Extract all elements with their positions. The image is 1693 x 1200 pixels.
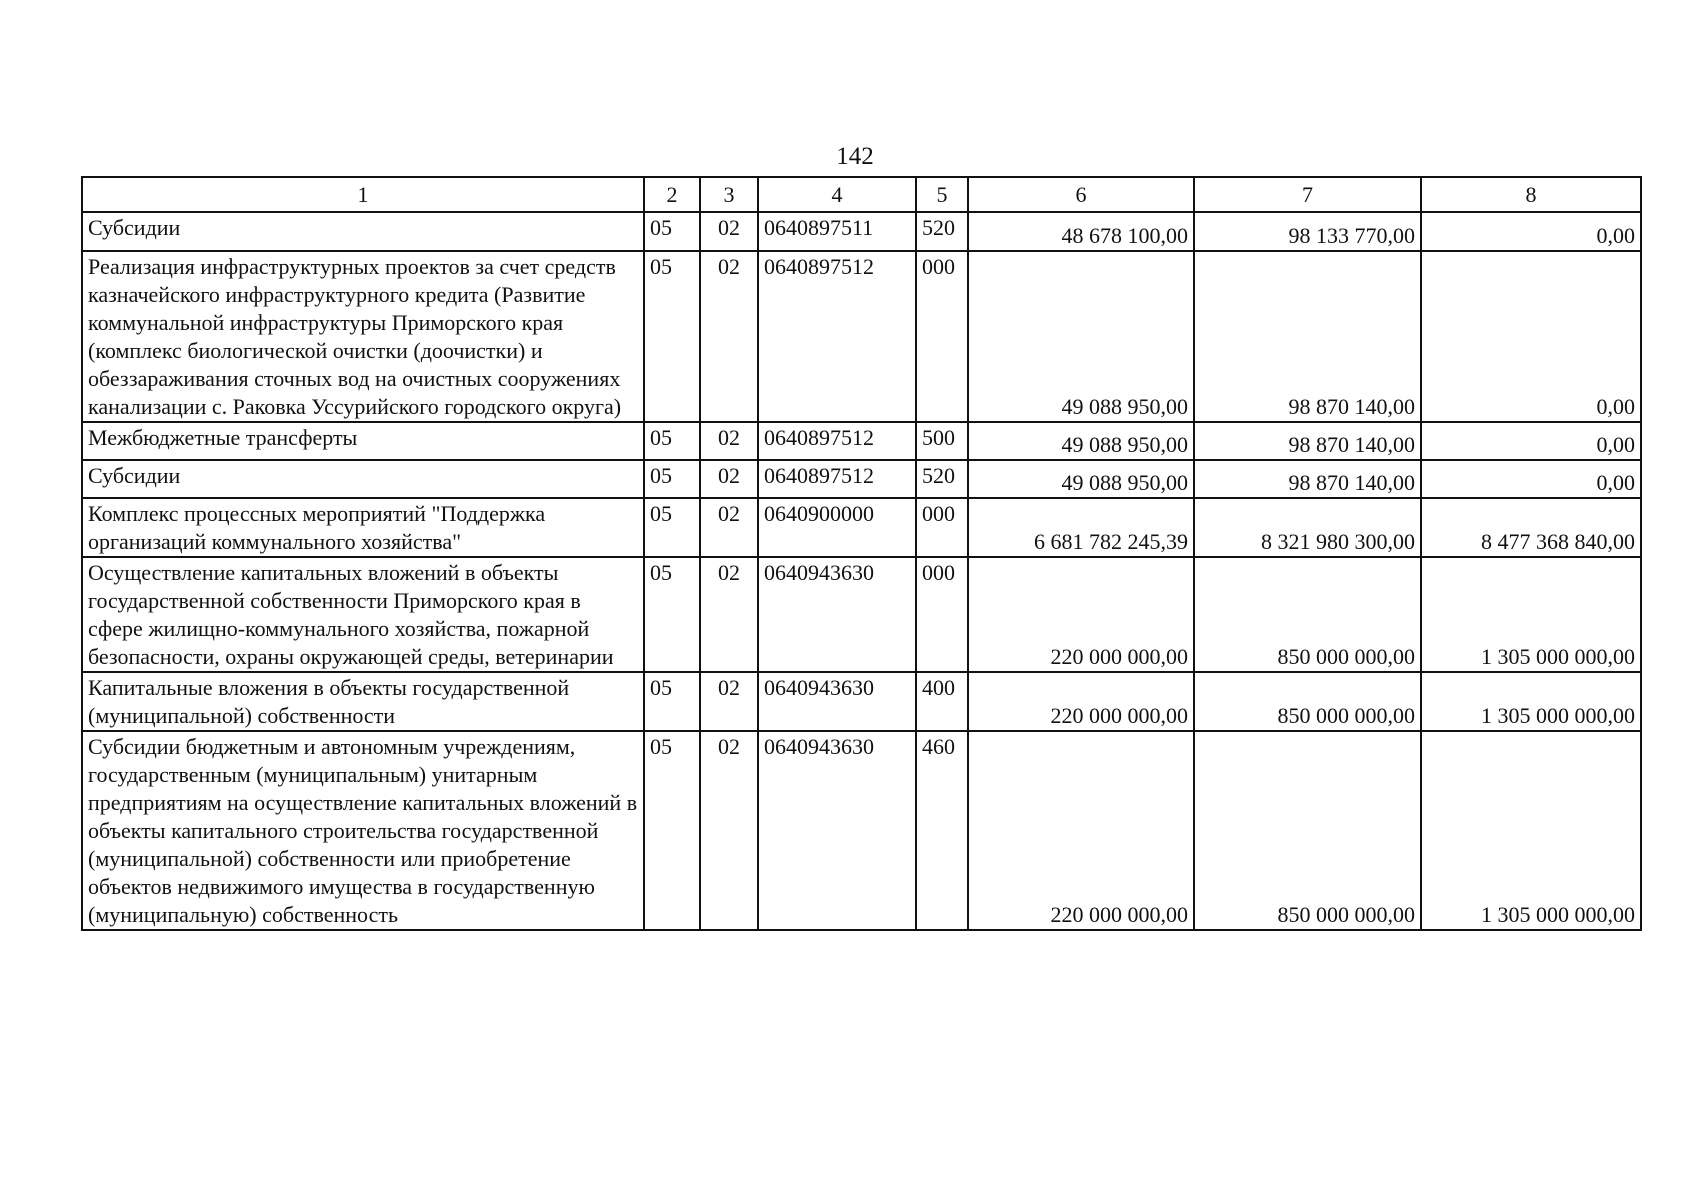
row-section: 05 bbox=[644, 422, 700, 460]
row-subsection: 02 bbox=[700, 422, 758, 460]
header-cell-3: 3 bbox=[700, 177, 758, 212]
row-subsection: 02 bbox=[700, 460, 758, 498]
table-row bbox=[82, 422, 1641, 460]
header-cell-8: 8 bbox=[1421, 177, 1641, 212]
row-section: 05 bbox=[644, 557, 700, 672]
header-cell-5: 5 bbox=[916, 177, 968, 212]
row-name: Реализация инфраструктурных проектов за счет средств казначейского инфраструктурного кредита (Развитие коммунальной инфраструктуры Приморского края (комплекс биологической очистки (доочистки) и обеззараживания сточных вод на очистных сооружениях канализации с. Раковка Уссурийского городского округа) bbox=[82, 251, 644, 422]
row-amount-6: 49 088 950,00 bbox=[968, 460, 1194, 498]
table-row bbox=[82, 212, 1641, 251]
row-name: Межбюджетные трансферты bbox=[82, 422, 644, 460]
header-cell-4: 4 bbox=[758, 177, 916, 212]
row-expense-type: 000 bbox=[916, 498, 968, 557]
row-amount-7: 98 870 140,00 bbox=[1194, 422, 1421, 460]
row-amount-6: 220 000 000,00 bbox=[968, 672, 1194, 731]
row-subsection: 02 bbox=[700, 672, 758, 731]
row-amount-7: 8 321 980 300,00 bbox=[1194, 498, 1421, 557]
header-cell-6: 6 bbox=[968, 177, 1194, 212]
table-body bbox=[82, 212, 1641, 930]
row-section: 05 bbox=[644, 731, 700, 930]
table-row bbox=[82, 251, 1641, 422]
row-amount-6: 6 681 782 245,39 bbox=[968, 498, 1194, 557]
row-amount-6: 220 000 000,00 bbox=[968, 557, 1194, 672]
row-subsection: 02 bbox=[700, 251, 758, 422]
page-number: 142 bbox=[836, 143, 874, 170]
row-subsection: 02 bbox=[700, 557, 758, 672]
table-row bbox=[82, 672, 1641, 731]
row-section: 05 bbox=[644, 251, 700, 422]
header-cell-1: 1 bbox=[82, 177, 644, 212]
row-name: Субсидии bbox=[82, 212, 644, 251]
row-amount-6: 49 088 950,00 bbox=[968, 422, 1194, 460]
row-amount-7: 850 000 000,00 bbox=[1194, 557, 1421, 672]
row-amount-7: 850 000 000,00 bbox=[1194, 672, 1421, 731]
row-amount-8: 0,00 bbox=[1421, 422, 1641, 460]
row-section: 05 bbox=[644, 460, 700, 498]
table-header bbox=[82, 177, 1641, 212]
row-target-code: 0640943630 bbox=[758, 672, 916, 731]
row-expense-type: 000 bbox=[916, 557, 968, 672]
row-section: 05 bbox=[644, 672, 700, 731]
row-target-code: 0640943630 bbox=[758, 557, 916, 672]
header-cell-7: 7 bbox=[1194, 177, 1421, 212]
row-name: Капитальные вложения в объекты государственной (муниципальной) собственности bbox=[82, 672, 644, 731]
row-amount-8: 0,00 bbox=[1421, 460, 1641, 498]
row-subsection: 02 bbox=[700, 212, 758, 251]
row-target-code: 0640943630 bbox=[758, 731, 916, 930]
row-expense-type: 460 bbox=[916, 731, 968, 930]
table-row bbox=[82, 557, 1641, 672]
row-expense-type: 400 bbox=[916, 672, 968, 731]
table-row bbox=[82, 460, 1641, 498]
table-row bbox=[82, 731, 1641, 930]
row-target-code: 0640897512 bbox=[758, 251, 916, 422]
row-expense-type: 520 bbox=[916, 212, 968, 251]
row-amount-7: 98 870 140,00 bbox=[1194, 251, 1421, 422]
budget-table bbox=[81, 176, 1642, 931]
header-cell-2: 2 bbox=[644, 177, 700, 212]
row-target-code: 0640897512 bbox=[758, 460, 916, 498]
row-amount-7: 98 870 140,00 bbox=[1194, 460, 1421, 498]
row-amount-8: 0,00 bbox=[1421, 251, 1641, 422]
row-amount-7: 850 000 000,00 bbox=[1194, 731, 1421, 930]
row-amount-6: 49 088 950,00 bbox=[968, 251, 1194, 422]
row-amount-7: 98 133 770,00 bbox=[1194, 212, 1421, 251]
row-amount-6: 220 000 000,00 bbox=[968, 731, 1194, 930]
row-amount-8: 1 305 000 000,00 bbox=[1421, 731, 1641, 930]
row-amount-8: 0,00 bbox=[1421, 212, 1641, 251]
row-name: Комплекс процессных мероприятий "Поддержка организаций коммунального хозяйства" bbox=[82, 498, 644, 557]
row-section: 05 bbox=[644, 498, 700, 557]
row-section: 05 bbox=[644, 212, 700, 251]
row-subsection: 02 bbox=[700, 498, 758, 557]
row-subsection: 02 bbox=[700, 731, 758, 930]
row-amount-6: 48 678 100,00 bbox=[968, 212, 1194, 251]
row-name: Субсидии bbox=[82, 460, 644, 498]
table-row bbox=[82, 498, 1641, 557]
row-target-code: 0640897512 bbox=[758, 422, 916, 460]
row-target-code: 0640897511 bbox=[758, 212, 916, 251]
row-amount-8: 1 305 000 000,00 bbox=[1421, 672, 1641, 731]
row-name: Осуществление капитальных вложений в объекты государственной собственности Приморского края в сфере жилищно-коммунального хозяйства, пожарной безопасности, охраны окружающей среды, ветеринарии bbox=[82, 557, 644, 672]
header-row bbox=[82, 177, 1641, 212]
row-amount-8: 8 477 368 840,00 bbox=[1421, 498, 1641, 557]
row-name: Субсидии бюджетным и автономным учреждениям, государственным (муниципальным) унитарным предприятиям на осуществление капитальных вложений в объекты капитального строительства государственной (муниципальной) собственности или приобретение объектов недвижимого имущества в государственную (муниципальную) собственность bbox=[82, 731, 644, 930]
row-amount-8: 1 305 000 000,00 bbox=[1421, 557, 1641, 672]
row-expense-type: 000 bbox=[916, 251, 968, 422]
row-target-code: 0640900000 bbox=[758, 498, 916, 557]
row-expense-type: 520 bbox=[916, 460, 968, 498]
row-expense-type: 500 bbox=[916, 422, 968, 460]
